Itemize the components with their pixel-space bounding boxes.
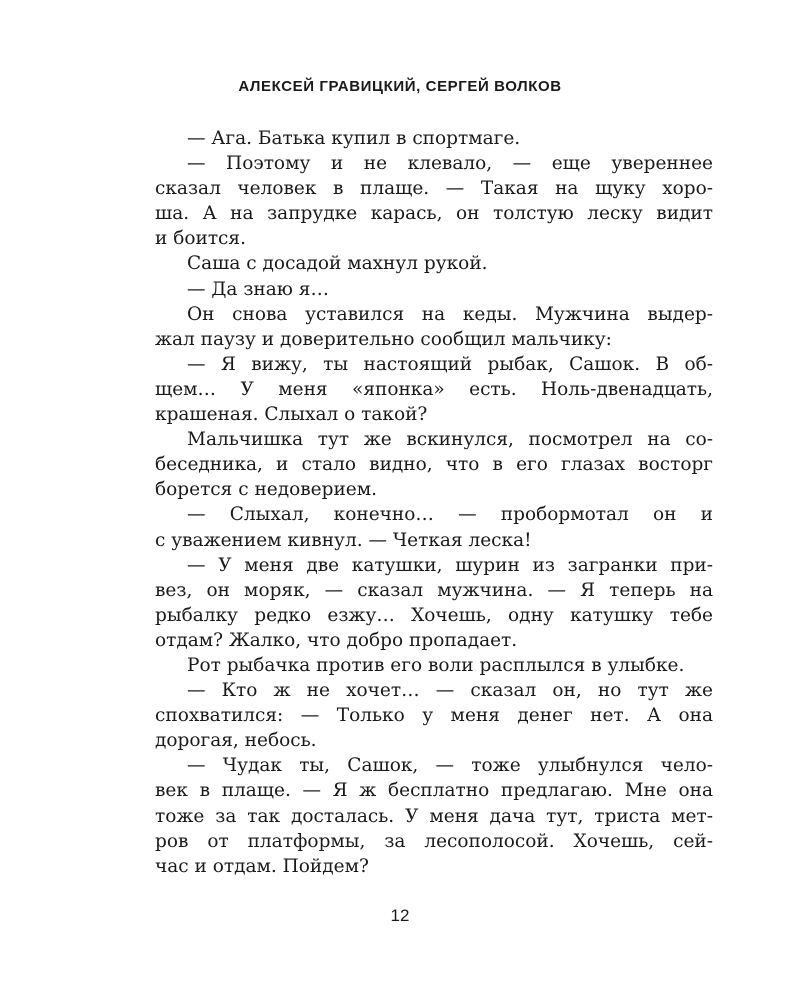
text-line: и боится.: [155, 228, 246, 250]
text-line: Он снова уставился на кеды. Мужчина выдер-: [187, 303, 713, 325]
text-line: Рот рыбачка против его воли расплылся в улыбке.: [187, 654, 685, 676]
text-line: — Поэтому и не клевало, — еще увереннее: [187, 153, 713, 175]
text-line: — Слыхал, конечно… — пробормотал он и: [187, 504, 713, 526]
text-line: щем… У меня «японка» есть. Ноль-двенадцать,: [155, 378, 713, 400]
text-line: беседника, и стало видно, что в его глазах восторг: [155, 454, 713, 476]
text-line: — Чудак ты, Сашок, — тоже улыбнулся чело-: [187, 755, 713, 777]
text-line: вез, он моряк, — сказал мужчина. — Я теперь на: [155, 579, 713, 601]
text-line: сказал человек в плаще. — Такая на щуку хоро-: [155, 178, 713, 200]
text-line: век в плаще. — Я ж бесплатно предлагаю. Мне она: [155, 780, 713, 802]
text-line: — Да знаю я…: [187, 278, 329, 300]
text-line: отдам? Жалко, что добро пропадает.: [155, 629, 518, 651]
text-line: час и отдам. Пойдем?: [155, 855, 369, 877]
text-line: с уважением кивнул. — Четкая леска!: [155, 529, 532, 551]
page-number: 12: [390, 906, 410, 925]
text-line: ша. А на запрудке карась, он толстую леску видит: [155, 203, 713, 225]
text-line: жал паузу и доверительно сообщил мальчику:: [155, 328, 612, 350]
text-line: — У меня две катушки, шурин из загранки при-: [187, 554, 713, 576]
text-line: — Я вижу, ты настоящий рыбак, Сашок. В об-: [187, 353, 713, 375]
body-text: [155, 126, 713, 879]
text-line: — Ага. Батька купил в спортмаге.: [187, 128, 521, 149]
text-line: борется с недоверием.: [155, 479, 378, 501]
text-line: крашеная. Слыхал о такой?: [155, 404, 428, 426]
text-line: дорогая, небось.: [155, 730, 317, 752]
text-line: Мальчишка тут же вскинулся, посмотрел на со-: [187, 429, 713, 451]
running-head: АЛЕКСЕЙ ГРАВИЦКИЙ, СЕРГЕЙ ВОЛКОВ: [238, 78, 562, 95]
text-line: рыбалку редко езжу… Хочешь, одну катушку тебе: [155, 604, 713, 626]
text-line: — Кто ж не хочет… — сказал он, но тут же: [187, 680, 713, 702]
text-line: спохватился: — Только у меня денег нет. А она: [155, 705, 713, 727]
text-line: ров от платформы, за лесополосой. Хочешь, сей-: [155, 830, 713, 852]
text-line: тоже за так досталась. У меня дача тут, триста мет-: [155, 805, 713, 827]
text-line: Саша с досадой махнул рукой.: [187, 253, 488, 275]
